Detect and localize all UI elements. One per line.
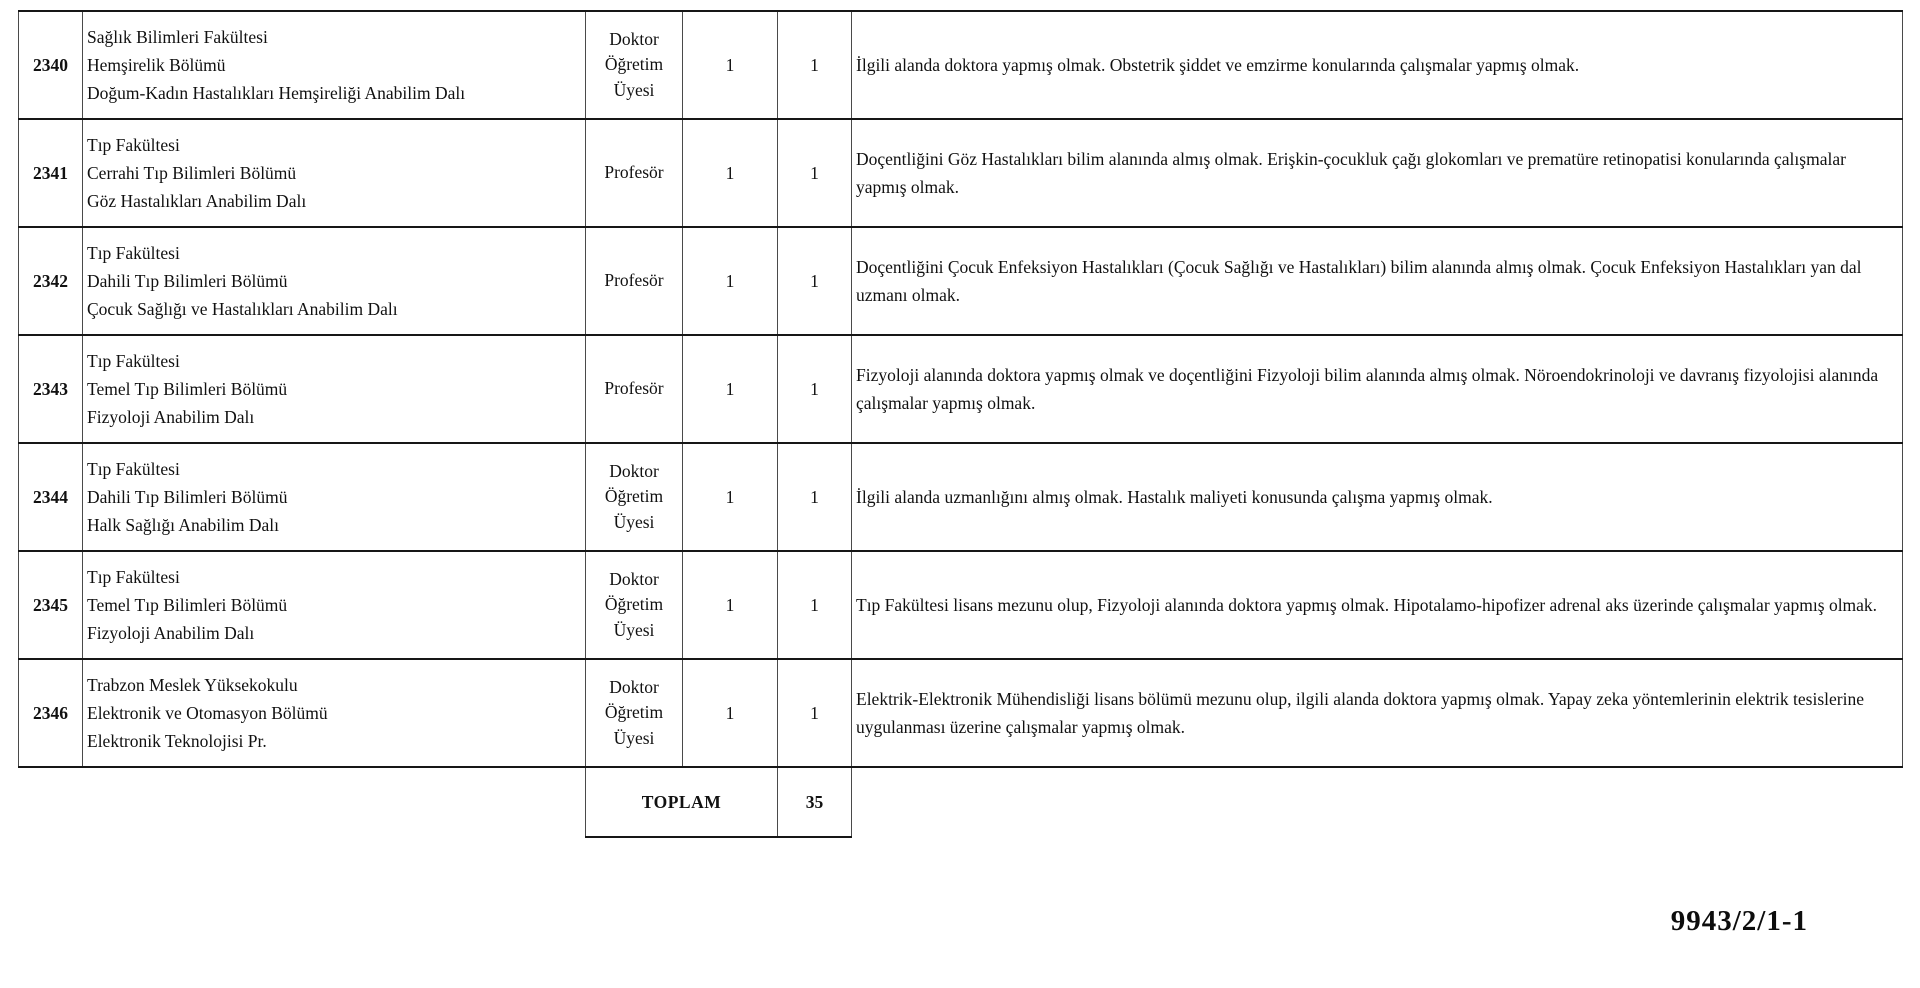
unit-line: Cerrahi Tıp Bilimleri Bölümü (87, 163, 297, 183)
academic-title-cell: Profesör (586, 335, 683, 443)
unit-line: Tıp Fakültesi (87, 135, 180, 155)
position-code: 2340 (19, 11, 83, 119)
grade-cell: 1 (683, 335, 778, 443)
unit-line: Dahili Tıp Bilimleri Bölümü (87, 271, 288, 291)
unit-line: Halk Sağlığı Anabilim Dalı (87, 515, 279, 535)
unit-line: Tıp Fakültesi (87, 243, 180, 263)
unit-line: Tıp Fakültesi (87, 459, 180, 479)
table-row (19, 11, 1903, 119)
unit-line: Elektronik Teknolojisi Pr. (87, 731, 267, 751)
academic-title-cell: Doktor Öğretim Üyesi (586, 659, 683, 767)
requirements-cell: Fizyoloji alanında doktora yapmış olmak ve doçentliğini Fizyoloji bilim alanında almış olmak. Nöroendokrinoloji ve davranış fizyolojisi alanında çalışmalar yapmış olmak. (852, 335, 1903, 443)
position-code: 2342 (19, 227, 83, 335)
document-reference: 9943/2/1-1 (1670, 905, 1808, 937)
empty-cell (852, 767, 1903, 837)
unit-line: Elektronik ve Otomasyon Bölümü (87, 703, 328, 723)
unit-cell (83, 11, 586, 119)
table-row (19, 659, 1903, 767)
requirements-cell: Doçentliğini Çocuk Enfeksiyon Hastalıkları (Çocuk Sağlığı ve Hastalıkları) bilim alanında almış olmak. Çocuk Enfeksiyon Hastalıkları yan dal uzmanı olmak. (852, 227, 1903, 335)
grade-cell: 1 (683, 551, 778, 659)
unit-line: Hemşirelik Bölümü (87, 55, 226, 75)
requirements-cell: İlgili alanda doktora yapmış olmak. Obstetrik şiddet ve emzirme konularında çalışmalar yapmış olmak. (852, 11, 1903, 119)
count-cell: 1 (778, 11, 852, 119)
unit-line: Tıp Fakültesi (87, 351, 180, 371)
academic-title-cell: Profesör (586, 227, 683, 335)
count-cell: 1 (778, 551, 852, 659)
academic-positions-table (18, 10, 1903, 838)
unit-line: Doğum-Kadın Hastalıkları Hemşireliği Anabilim Dalı (87, 83, 466, 103)
unit-line: Çocuk Sağlığı ve Hastalıkları Anabilim Dalı (87, 299, 398, 319)
table-row (19, 551, 1903, 659)
unit-line: Fizyoloji Anabilim Dalı (87, 623, 255, 643)
unit-cell (83, 659, 586, 767)
table-row (19, 227, 1903, 335)
total-label: TOPLAM (586, 767, 778, 837)
position-code: 2346 (19, 659, 83, 767)
position-code: 2341 (19, 119, 83, 227)
grade-cell: 1 (683, 443, 778, 551)
total-value: 35 (778, 767, 852, 837)
grade-cell: 1 (683, 11, 778, 119)
empty-cell (19, 767, 83, 837)
unit-line: Sağlık Bilimleri Fakültesi (87, 27, 268, 47)
unit-line: Tıp Fakültesi (87, 567, 180, 587)
grade-cell: 1 (683, 659, 778, 767)
count-cell: 1 (778, 335, 852, 443)
count-cell: 1 (778, 443, 852, 551)
count-cell: 1 (778, 659, 852, 767)
unit-line: Temel Tıp Bilimleri Bölümü (87, 595, 288, 615)
grade-cell: 1 (683, 227, 778, 335)
position-code: 2343 (19, 335, 83, 443)
academic-title-cell: Doktor Öğretim Üyesi (586, 443, 683, 551)
table-row (19, 443, 1903, 551)
table-row (19, 119, 1903, 227)
table-row (19, 335, 1903, 443)
grade-cell: 1 (683, 119, 778, 227)
count-cell: 1 (778, 227, 852, 335)
requirements-cell: İlgili alanda uzmanlığını almış olmak. Hastalık maliyeti konusunda çalışma yapmış olmak. (852, 443, 1903, 551)
unit-cell (83, 119, 586, 227)
unit-line: Temel Tıp Bilimleri Bölümü (87, 379, 288, 399)
total-row (19, 767, 1903, 837)
unit-line: Fizyoloji Anabilim Dalı (87, 407, 255, 427)
requirements-cell: Elektrik-Elektronik Mühendisliği lisans bölümü mezunu olup, ilgili alanda doktora yapmış olmak. Yapay zeka yöntemlerinin elektrik tesislerine uygulanması üzerine çalışmalar yapmış olmak. (852, 659, 1903, 767)
academic-title-cell: Doktor Öğretim Üyesi (586, 551, 683, 659)
unit-line: Trabzon Meslek Yüksekokulu (87, 675, 298, 695)
requirements-cell: Doçentliğini Göz Hastalıkları bilim alanında almış olmak. Erişkin-çocukluk çağı glokomları ve prematüre retinopatisi konularında çalışmalar yapmış olmak. (852, 119, 1903, 227)
unit-line: Göz Hastalıkları Anabilim Dalı (87, 191, 307, 211)
academic-title-cell: Doktor Öğretim Üyesi (586, 11, 683, 119)
requirements-cell: Tıp Fakültesi lisans mezunu olup, Fizyoloji alanında doktora yapmış olmak. Hipotalamo-hipofizer adrenal aks üzerinde çalışmalar yapmış olmak. (852, 551, 1903, 659)
position-code: 2344 (19, 443, 83, 551)
unit-cell (83, 443, 586, 551)
unit-cell (83, 335, 586, 443)
position-code: 2345 (19, 551, 83, 659)
academic-title-cell: Profesör (586, 119, 683, 227)
unit-cell (83, 227, 586, 335)
empty-cell (83, 767, 586, 837)
unit-cell (83, 551, 586, 659)
unit-line: Dahili Tıp Bilimleri Bölümü (87, 487, 288, 507)
count-cell: 1 (778, 119, 852, 227)
